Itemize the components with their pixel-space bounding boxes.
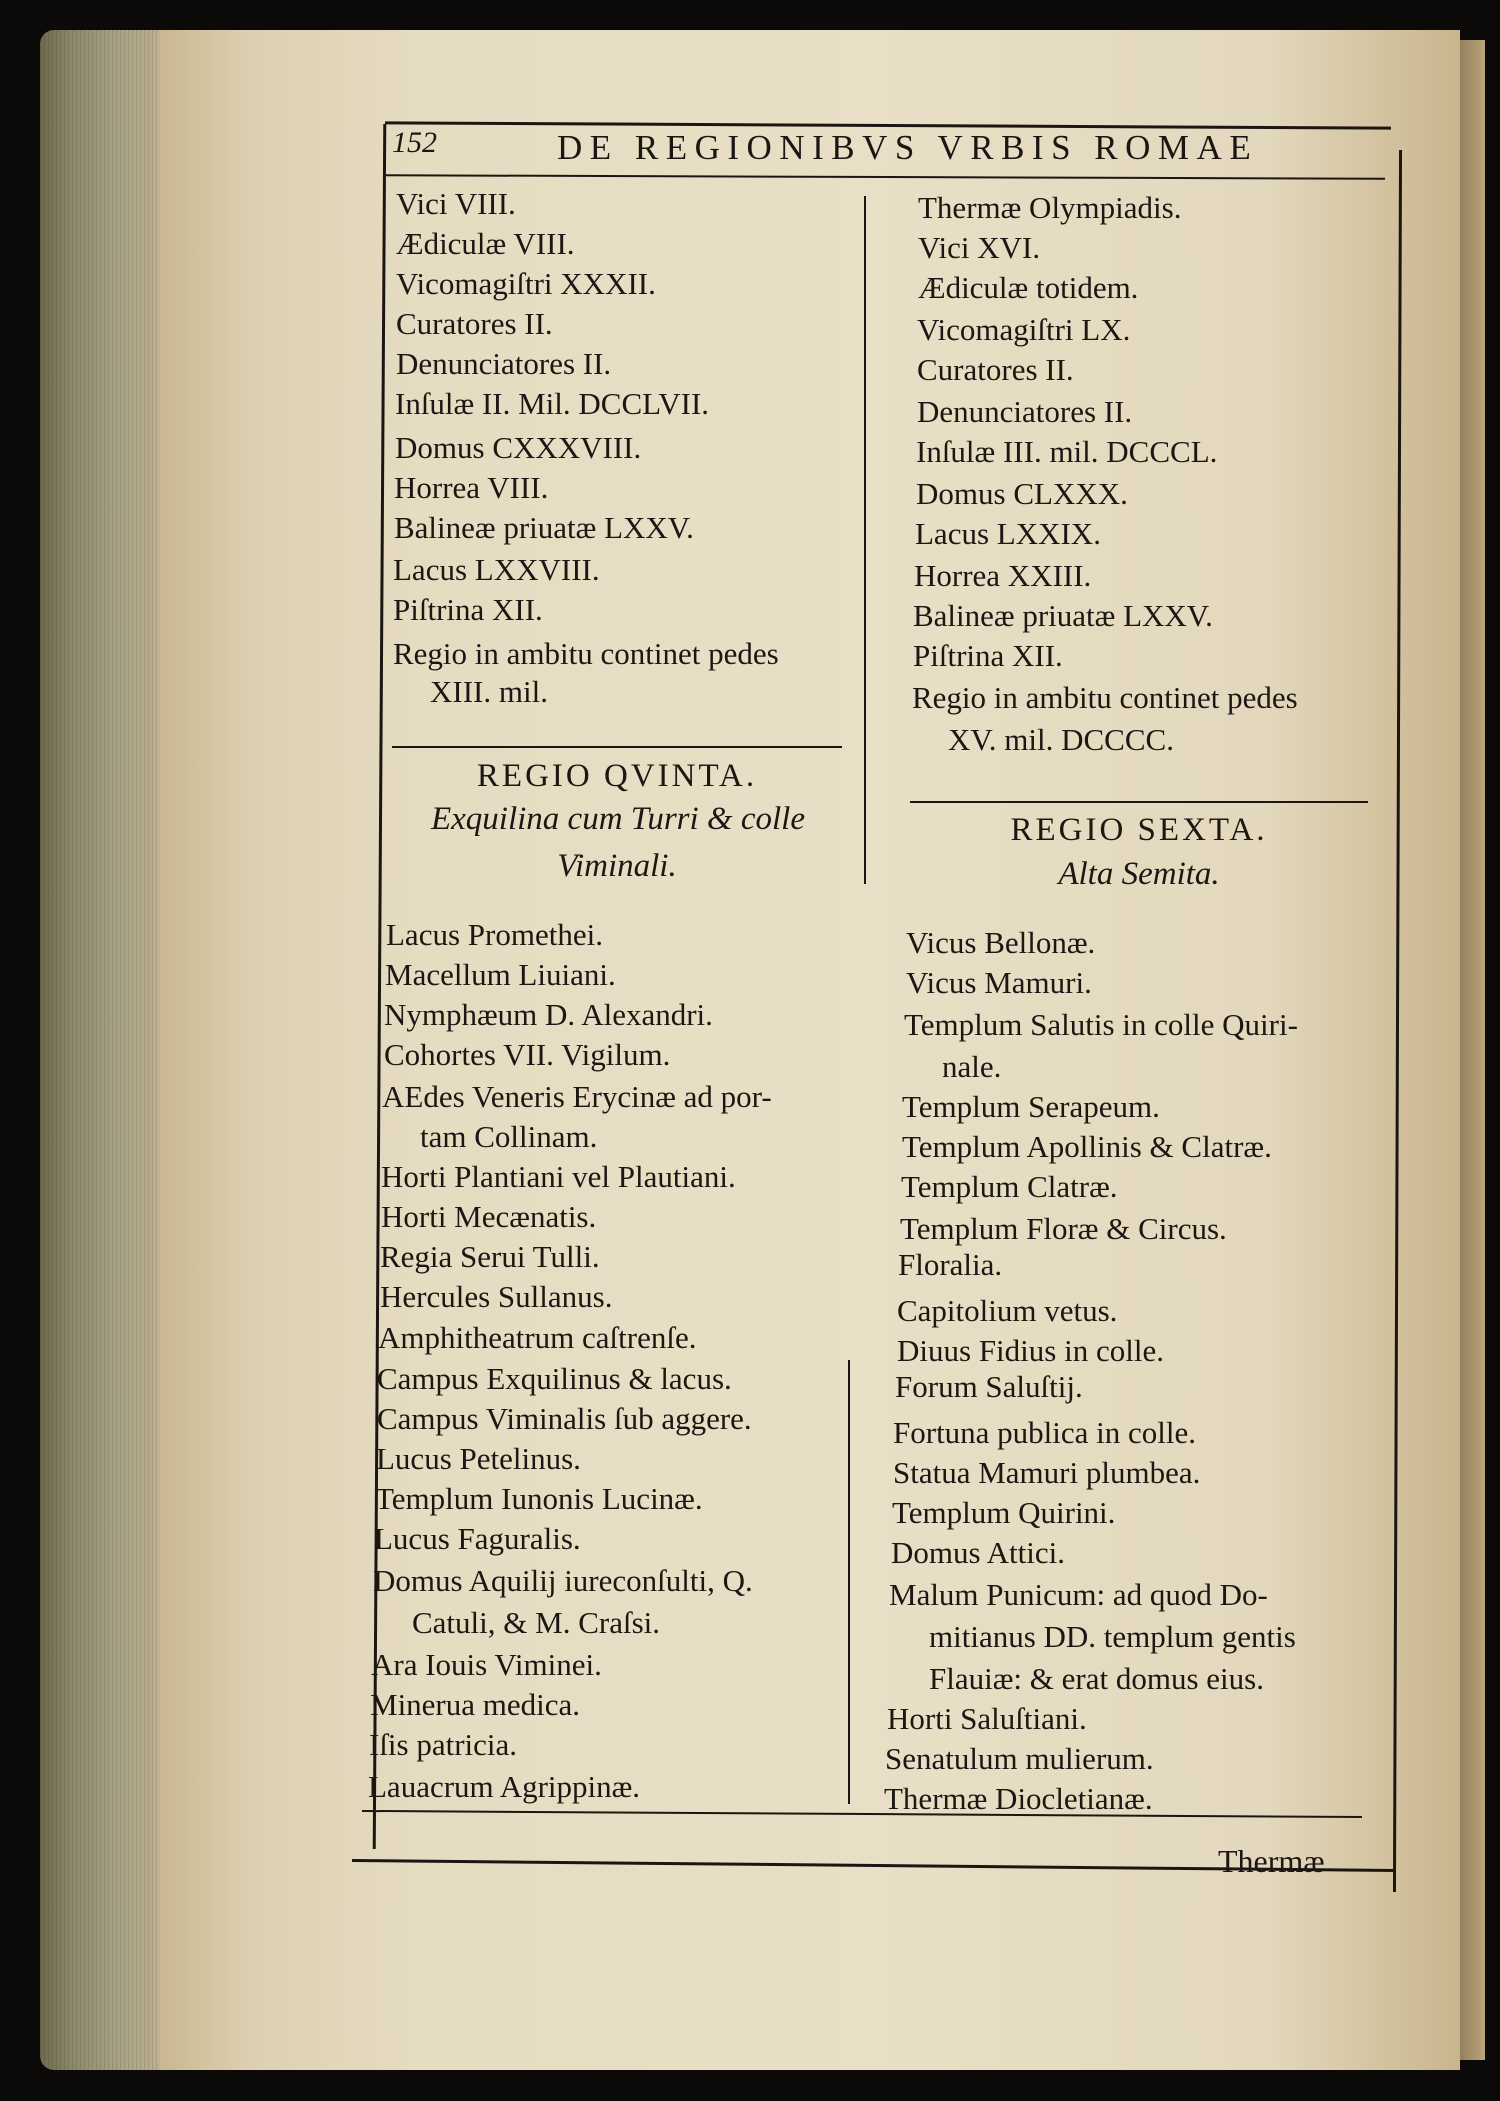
- list-item: Templum Salutis in colle Quiri-: [904, 1007, 1298, 1042]
- list-item: nale.: [942, 1049, 1002, 1084]
- text-line: Denunciatores II.: [396, 346, 612, 381]
- list-item: Lucus Faguralis.: [374, 1521, 581, 1556]
- list-item: Templum Clatræ.: [901, 1169, 1118, 1204]
- list-item: Lauacrum Agrippinæ.: [368, 1769, 641, 1804]
- left-section-rule: [392, 746, 842, 748]
- list-item: Lucus Petelinus.: [376, 1441, 581, 1476]
- list-item: Regia Serui Tulli.: [380, 1239, 600, 1274]
- list-item: Senatulum mulierum.: [885, 1741, 1154, 1776]
- running-header: [383, 122, 1313, 170]
- running-title: DE REGIONIBVS VRBIS ROMAE: [557, 128, 1259, 167]
- text-line: Lacus LXXVIII.: [393, 552, 600, 587]
- list-item: Templum Apollinis & Clatræ.: [902, 1129, 1272, 1164]
- catchword: Thermæ: [1218, 1843, 1325, 1879]
- list-item: Horti Saluſtiani.: [887, 1701, 1087, 1736]
- list-item: Templum Serapeum.: [902, 1089, 1160, 1124]
- text-line: Regio in ambitu continet pedes: [393, 636, 779, 671]
- section-subtitle: Exquilina cum Turri & colle: [431, 801, 805, 837]
- text-line: Piſtrina XII.: [393, 592, 543, 627]
- text-line: Vici XVI.: [918, 230, 1041, 265]
- text-line: Curatores II.: [917, 352, 1074, 387]
- text-line: Denunciatores II.: [917, 394, 1133, 429]
- text-line: Vici VIII.: [396, 186, 516, 221]
- list-item: Malum Punicum: ad quod Do-: [889, 1577, 1268, 1612]
- book-page-edges: [40, 30, 180, 2070]
- list-item: AEdes Veneris Erycinæ ad por-: [382, 1079, 772, 1114]
- list-item: Fortuna publica in colle.: [893, 1415, 1197, 1450]
- section-heading-regio-sexta: REGIO SEXTA.: [1010, 812, 1268, 848]
- right-section-rule: [910, 801, 1368, 803]
- column-divider-upper: [864, 196, 866, 884]
- list-item: Templum Iunonis Lucinæ.: [375, 1481, 703, 1516]
- page-number: 152: [392, 126, 437, 159]
- list-item: Floralia.: [898, 1247, 1003, 1282]
- text-line: Ædiculæ totidem.: [918, 270, 1139, 305]
- text-line: Horrea XXIII.: [914, 558, 1092, 593]
- book-page: [160, 30, 1460, 2070]
- list-item: Capitolium vetus.: [897, 1293, 1118, 1328]
- text-line: Curatores II.: [396, 306, 553, 341]
- list-item: tam Collinam.: [420, 1119, 598, 1154]
- text-line: XV. mil. DCCCC.: [948, 722, 1174, 757]
- text-line: Vicomagiſtri LX.: [917, 312, 1131, 347]
- text-line: XIII. mil.: [430, 674, 548, 709]
- list-item: Statua Mamuri plumbea.: [893, 1455, 1201, 1490]
- list-item: Amphitheatrum caſtrenſe.: [378, 1320, 697, 1355]
- text-line: Domus CXXXVIII.: [395, 430, 642, 465]
- text-line: Domus CLXXX.: [916, 476, 1128, 511]
- text-line: Regio in ambitu continet pedes: [912, 680, 1298, 715]
- list-item: Lacus Promethei.: [386, 917, 603, 952]
- text-line: Inſulæ II. Mil. DCCLVII.: [395, 386, 710, 421]
- text-line: Vicomagiſtri XXXII.: [396, 266, 656, 301]
- list-item: Domus Aquilij iureconſulti, Q.: [373, 1563, 753, 1598]
- text-line: Horrea VIII.: [394, 470, 549, 505]
- list-item: Nymphæum D. Alexandri.: [384, 997, 713, 1032]
- list-item: Campus Viminalis ſub aggere.: [377, 1401, 752, 1436]
- list-item: Thermæ Diocletianæ.: [884, 1781, 1153, 1816]
- column-divider-lower: [848, 1360, 850, 1804]
- list-item: Flauiæ: & erat domus eius.: [929, 1661, 1264, 1696]
- list-item: Campus Exquilinus & lacus.: [377, 1361, 732, 1396]
- list-item: Horti Plantiani vel Plautiani.: [381, 1159, 736, 1194]
- list-item: Ara Iouis Viminei.: [371, 1647, 602, 1682]
- text-line: Inſulæ III. mil. DCCCL.: [916, 434, 1218, 469]
- text-line: Piſtrina XII.: [913, 638, 1063, 673]
- list-item: Templum Quirini.: [892, 1495, 1116, 1530]
- section-heading-regio-quinta: REGIO QVINTA.: [476, 758, 758, 794]
- list-item: Horti Mecænatis.: [381, 1199, 597, 1234]
- list-item: Catuli, & M. Craſsi.: [412, 1605, 660, 1640]
- list-item: Domus Attici.: [891, 1535, 1065, 1570]
- list-item: Forum Saluſtij.: [895, 1369, 1083, 1404]
- text-line: Balineæ priuatæ LXXV.: [394, 510, 694, 545]
- text-line: Balineæ priuatæ LXXV.: [913, 598, 1213, 633]
- list-item: Cohortes VII. Vigilum.: [384, 1037, 671, 1072]
- section-subtitle: Viminali.: [557, 848, 677, 884]
- list-item: mitianus DD. templum gentis: [929, 1619, 1296, 1654]
- text-line: Ædiculæ VIII.: [396, 226, 575, 261]
- list-item: Macellum Liuiani.: [385, 957, 616, 992]
- list-item: Hercules Sullanus.: [380, 1279, 613, 1314]
- list-item: Templum Floræ & Circus.: [900, 1211, 1227, 1246]
- text-line: Thermæ Olympiadis.: [918, 190, 1182, 225]
- list-item: Vicus Bellonæ.: [906, 925, 1096, 960]
- list-item: Vicus Mamuri.: [906, 965, 1092, 1000]
- text-line: Lacus LXXIX.: [915, 516, 1101, 551]
- list-item: Diuus Fidius in colle.: [897, 1333, 1164, 1368]
- list-item: Iſis patricia.: [369, 1727, 518, 1762]
- list-item: Minerua medica.: [370, 1687, 581, 1722]
- section-subtitle: Alta Semita.: [1058, 856, 1220, 892]
